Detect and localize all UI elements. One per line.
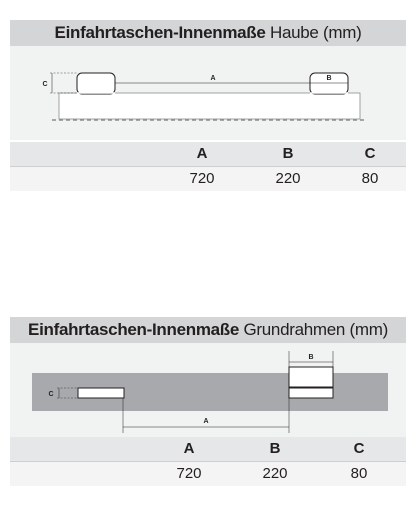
haube-label-c: C	[42, 81, 48, 88]
grundrahmen-pocket-top	[289, 367, 333, 387]
grundrahmen-header-c: C	[353, 440, 365, 457]
haube-title-light: Haube (mm)	[269, 23, 362, 42]
grundrahmen-label-b: B	[308, 354, 314, 361]
haube-title	[10, 20, 406, 46]
grundrahmen-header-a: A	[183, 440, 195, 457]
haube-drawing	[10, 46, 406, 140]
haube-value-b: 220	[275, 170, 301, 187]
grundrahmen-table-row	[10, 462, 406, 486]
haube-title-bold: Einfahrtaschen-Innenmaße	[54, 23, 266, 42]
grundrahmen-table-header	[10, 437, 406, 461]
grundrahmen-label-c: C	[48, 391, 54, 398]
grundrahmen-title-light: Grundrahmen (mm)	[243, 320, 388, 339]
grundrahmen-label-a: A	[203, 418, 209, 425]
haube-value-c: 80	[361, 170, 379, 187]
grundrahmen-diagram	[10, 343, 406, 443]
grundrahmen-panel	[10, 317, 406, 492]
haube-diagram	[10, 46, 406, 140]
haube-label-b: B	[326, 75, 332, 82]
grundrahmen-header-b: B	[269, 440, 281, 457]
haube-table-header	[10, 142, 406, 166]
grundrahmen-pocket-right	[289, 388, 333, 398]
grundrahmen-pocket-left	[78, 388, 124, 398]
haube-header-a: A	[196, 145, 208, 162]
haube-header-c: C	[364, 145, 376, 162]
grundrahmen-value-b: 220	[262, 465, 288, 482]
haube-label-a: A	[210, 75, 216, 82]
haube-header-b: B	[282, 145, 294, 162]
grundrahmen-value-a: 720	[176, 465, 202, 482]
haube-body	[59, 93, 360, 119]
haube-table-row	[10, 167, 406, 191]
haube-panel	[10, 20, 406, 190]
grundrahmen-title-bold: Einfahrtaschen-Innenmaße	[28, 320, 240, 339]
grundrahmen-value-c: 80	[350, 465, 368, 482]
grundrahmen-drawing	[10, 343, 406, 443]
haube-value-a: 720	[189, 170, 215, 187]
grundrahmen-title	[10, 317, 406, 343]
haube-pocket-left	[77, 73, 115, 94]
